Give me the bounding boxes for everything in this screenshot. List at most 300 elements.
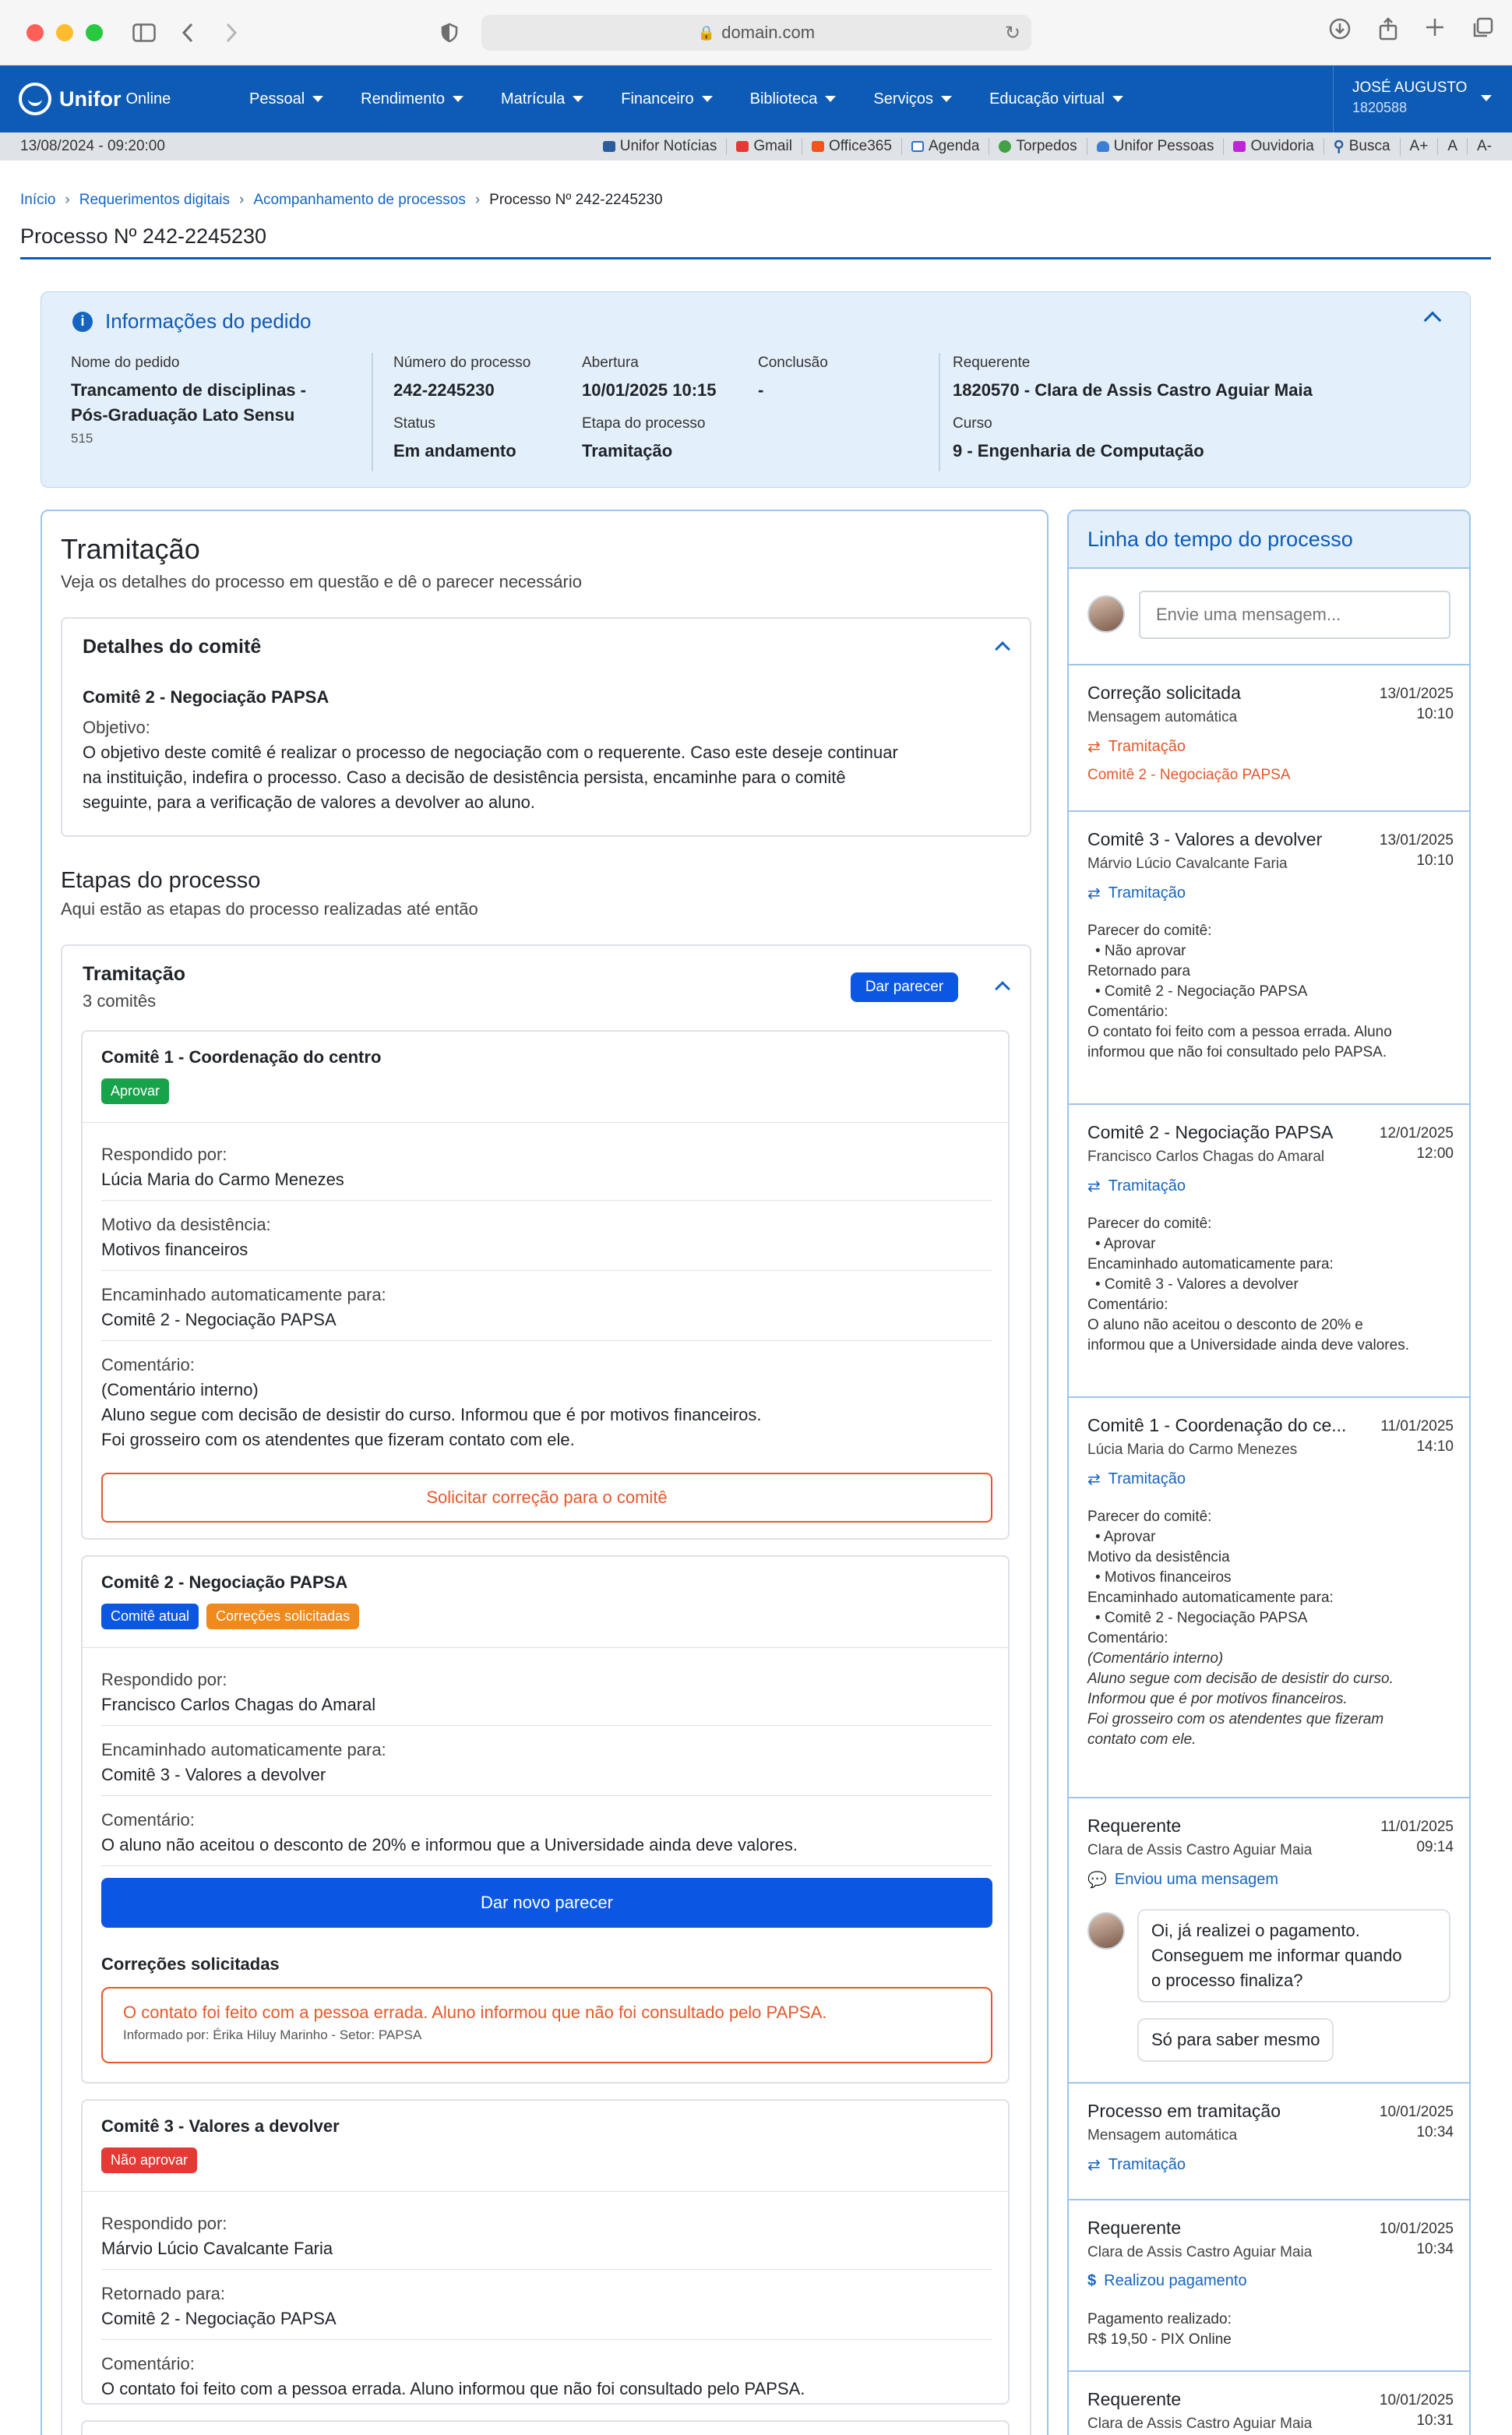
event-line: • Aprovar <box>1095 1236 1156 1252</box>
event-date: 11/01/2025 <box>1380 1418 1454 1435</box>
event-datetime <box>1380 2102 1454 2143</box>
timeline-event <box>1087 2101 1454 2194</box>
breadcrumb-requerimentos[interactable]: Requerimentos digitais <box>79 192 231 208</box>
event-line: Informou que é por motivos financeiros. <box>1087 1691 1348 1707</box>
newspaper-icon <box>603 141 615 152</box>
event-title: Requerente <box>1087 2389 1182 2409</box>
divider <box>101 1725 992 1726</box>
mail-icon <box>736 141 749 152</box>
field-label: Nome do pedido <box>71 355 180 371</box>
request-correction-button[interactable]: Solicitar correção para o comitê <box>101 1473 992 1523</box>
field-numero <box>393 355 530 403</box>
divider <box>939 353 940 471</box>
divider <box>83 1647 1008 1648</box>
new-tab-icon[interactable] <box>1425 17 1445 47</box>
event-datetime <box>1380 1417 1454 1457</box>
field-abertura <box>582 355 717 403</box>
event-tag-label: Tramitação <box>1108 1177 1186 1195</box>
field-value: 242-2245230 <box>393 380 495 400</box>
event-tag-label: Tramitação <box>1108 738 1186 755</box>
event-datetime <box>1380 2391 1454 2431</box>
committee-3-card <box>81 2099 1010 2405</box>
stage-group-tramitacao <box>61 944 1031 2435</box>
url-text: domain.com <box>721 23 816 42</box>
correction-info: Informado por: Érika Hiluy Marinho - Setor: PAPSA <box>123 2027 422 2042</box>
event-line: Encaminhado automaticamente para: <box>1087 1590 1334 1606</box>
status-badge: Aprovar <box>101 1078 169 1104</box>
font-reset-button[interactable] <box>1438 138 1468 155</box>
divider <box>101 1200 992 1201</box>
field-value: Trancamento de disciplinas - <box>71 380 306 400</box>
section-subtitle: Veja os detalhes do processo em questão e dê o parecer necessário <box>61 572 582 591</box>
dollar-icon: $ <box>1087 2272 1097 2289</box>
field-value: Comitê 2 - Negociação PAPSA <box>101 1310 337 1329</box>
event-datetime <box>1380 684 1454 725</box>
event-title: Comitê 2 - Negociação PAPSA <box>1087 1122 1334 1142</box>
field-value: O aluno não aceitou o desconto de 20% e informou que a Universidade ainda deve valores. <box>101 1835 798 1854</box>
event-line: Parecer do comitê: <box>1087 923 1212 939</box>
event-author: Francisco Carlos Chagas do Amaral <box>1087 1149 1325 1165</box>
event-datetime <box>1380 1124 1454 1164</box>
event-datetime <box>1380 1817 1454 1858</box>
event-line: • Motivos financeiros <box>1095 1569 1232 1586</box>
close-window-button[interactable] <box>26 24 44 41</box>
event-tag <box>1087 1870 1278 1890</box>
menu-pessoal[interactable] <box>231 90 342 108</box>
people-icon <box>1097 141 1109 152</box>
event-line: • Comitê 2 - Negociação PAPSA <box>1095 1610 1308 1626</box>
event-body <box>1087 921 1454 1063</box>
event-tag <box>1087 884 1186 903</box>
field-label: Status <box>393 415 435 432</box>
browser-actions <box>1328 17 1493 47</box>
font-decrease-button[interactable] <box>1468 138 1501 155</box>
chevron-right-icon: › <box>239 192 245 208</box>
stages-title: Etapas do processo <box>61 868 261 893</box>
event-time: 10:34 <box>1416 2124 1454 2140</box>
correction-item <box>101 1987 992 2063</box>
event-tag <box>1087 737 1186 757</box>
divider <box>101 1795 992 1796</box>
committee-title: Comitê 3 - Valores a devolver <box>101 2116 340 2136</box>
field-label: Motivo da desistência: <box>101 1215 271 1234</box>
timeline-divider <box>1069 2370 1471 2372</box>
menu-matricula[interactable] <box>482 90 602 108</box>
menu-educacao-virtual[interactable] <box>971 90 1142 108</box>
field-label: Número do processo <box>393 355 531 371</box>
timeline-divider <box>1069 2082 1471 2084</box>
committee-details-box <box>61 617 1031 837</box>
stage-group-count: 3 comitês <box>83 991 157 1011</box>
event-line: contato com ele. <box>1087 1731 1197 1748</box>
link-unifor-noticias[interactable] <box>594 138 728 155</box>
comment-line: Foi grosseiro com os atendentes que fizeram contato com ele. <box>101 1430 575 1449</box>
corrections-badge: Correções solicitadas <box>206 1604 359 1629</box>
comment-line: (Comentário interno) <box>101 1380 259 1399</box>
section-title: Tramitação <box>61 533 200 565</box>
objective-line: na instituição, indefira o processo. Caso a decisão de desistência persista, encaminhe para o comitê <box>83 768 846 787</box>
link-label: A- <box>1477 138 1492 154</box>
event-date: 10/01/2025 <box>1379 2104 1454 2120</box>
field-value: O contato foi feito com a pessoa errada. Aluno informou que não foi consultado pelo PAPSA. <box>101 2379 805 2398</box>
link-label: Unifor Notícias <box>619 138 717 154</box>
link-unifor-pessoas[interactable] <box>1087 138 1225 155</box>
event-title: Requerente <box>1087 2218 1182 2238</box>
link-label: Unifor Pessoas <box>1113 138 1214 154</box>
event-line: Motivo da desistência <box>1087 1549 1230 1565</box>
event-time: 10:31 <box>1416 2412 1454 2429</box>
event-author: Clara de Assis Castro Aguiar Maia <box>1087 2416 1313 2432</box>
avatar <box>1087 1912 1125 1950</box>
event-line: (Comentário interno) <box>1087 1650 1224 1667</box>
event-line: Comentário: <box>1087 1630 1168 1646</box>
committee-2-card <box>81 1555 1010 2084</box>
objective-line: O objetivo deste comitê é realizar o processo de negociação com o requerente. Caso este deseje continuar <box>83 743 898 762</box>
logo-icon <box>19 83 51 115</box>
minimize-window-button[interactable] <box>56 24 73 41</box>
field-label: Respondido por: <box>101 2214 227 2233</box>
link-gmail[interactable] <box>727 138 802 155</box>
timeline-event <box>1087 1816 1454 2096</box>
avatar <box>1087 595 1125 633</box>
link-label: A <box>1447 138 1457 154</box>
event-datetime <box>1380 831 1454 871</box>
chevron-up-icon[interactable] <box>995 981 1010 997</box>
message-line: o processo finaliza? <box>1151 1971 1303 1990</box>
event-author: Clara de Assis Castro Aguiar Maia <box>1087 2244 1313 2260</box>
link-office365[interactable] <box>802 138 902 155</box>
event-tag <box>1087 1177 1186 1196</box>
menu-label: Rendimento <box>361 90 445 108</box>
event-tag-label: Tramitação <box>1108 1470 1186 1487</box>
link-label: Agenda <box>928 138 980 154</box>
timeline-divider <box>1069 1797 1471 1798</box>
comment-line: Aluno segue com decisão de desistir do curso. Informou que é por motivos financeiros. <box>101 1405 762 1424</box>
field-etapa <box>582 415 705 464</box>
divider <box>101 2339 992 2340</box>
order-info-title: Informações do pedido <box>105 309 312 333</box>
event-title: Processo em tramitação <box>1087 2101 1281 2121</box>
event-tag-label: Tramitação <box>1108 884 1186 902</box>
message-bubble <box>1137 1909 1450 2003</box>
field-requerente <box>953 355 1313 403</box>
divider <box>101 1270 992 1271</box>
event-line: Aluno segue com decisão de desistir do curso. <box>1087 1671 1394 1687</box>
event-title: Correção solicitada <box>1087 683 1241 703</box>
field-value: 9 - Engenharia de Computação <box>953 441 1204 461</box>
event-time: 10:10 <box>1416 706 1454 722</box>
event-date: 11/01/2025 <box>1380 1819 1454 1835</box>
user-name: JOSÉ AUGUSTO <box>1352 79 1468 96</box>
field-label: Respondido por: <box>101 1670 227 1689</box>
tramitacao-card <box>41 510 1049 2435</box>
back-icon[interactable] <box>174 19 201 46</box>
committee-title: Comitê 1 - Coordenação do centro <box>101 1047 382 1067</box>
field-label: Comentário: <box>101 1810 195 1830</box>
timeline-divider <box>1069 664 1471 665</box>
event-line: Pagamento realizado: <box>1087 2311 1232 2327</box>
objective-label: Objetivo: <box>83 718 150 737</box>
caret-down-icon <box>941 96 952 102</box>
event-time: 10:34 <box>1416 2241 1454 2257</box>
sync-icon: ⇄ <box>1087 1178 1101 1195</box>
caret-down-icon <box>825 96 836 102</box>
committee-details-title: Detalhes do comitê <box>83 636 262 658</box>
event-time: 10:10 <box>1416 852 1454 869</box>
event-body <box>1087 1214 1454 1356</box>
committee-card-partial <box>81 2420 1010 2435</box>
caret-down-icon <box>573 96 583 102</box>
event-tag <box>1087 1470 1186 1489</box>
event-tag-label: Tramitação <box>1108 2156 1186 2173</box>
event-line: • Comitê 3 - Valores a devolver <box>1095 1276 1299 1293</box>
timeline-event <box>1087 683 1454 799</box>
title-divider <box>20 257 1491 259</box>
dar-parecer-button[interactable]: Dar parecer <box>851 972 958 1002</box>
event-line: informou que a Universidade ainda deve valores. <box>1087 1337 1409 1353</box>
reload-icon[interactable]: ↻ <box>1004 22 1020 44</box>
field-value: - <box>758 380 764 400</box>
link-label: Busca <box>1348 138 1390 154</box>
search-icon: ⚲ <box>1333 138 1345 155</box>
event-title: Requerente <box>1087 1816 1182 1836</box>
field-label: Encaminhado automaticamente para: <box>101 1740 386 1759</box>
divider <box>83 1122 1008 1123</box>
forward-icon[interactable] <box>218 19 245 46</box>
megaphone-icon <box>1233 141 1246 152</box>
field-value: Motivos financeiros <box>101 1240 248 1259</box>
timeline-divider <box>1069 2199 1471 2200</box>
event-body <box>1087 1507 1454 1750</box>
link-label: Torpedos <box>1016 138 1077 154</box>
event-time: 14:10 <box>1416 1438 1454 1455</box>
sync-icon: ⇄ <box>1087 2157 1101 2174</box>
menu-label: Pessoal <box>249 90 305 108</box>
event-author: Márvio Lúcio Cavalcante Faria <box>1087 856 1288 872</box>
logo-sub: Online <box>125 90 171 108</box>
link-agenda[interactable] <box>902 138 990 155</box>
event-line: Parecer do comitê: <box>1087 1509 1212 1525</box>
event-line: Foi grosseiro com os atendentes que fizeram <box>1087 1711 1384 1727</box>
message-icon <box>999 140 1011 153</box>
divider <box>372 353 373 471</box>
page-title: Processo Nº 242-2245230 <box>20 224 267 248</box>
timeline-divider <box>1069 1103 1471 1105</box>
share-icon[interactable] <box>1378 17 1398 47</box>
event-line: Parecer do comitê: <box>1087 1216 1212 1232</box>
timeline-event <box>1087 829 1454 1086</box>
menu-label: Matrícula <box>501 90 566 108</box>
chevron-up-icon[interactable] <box>1424 312 1442 330</box>
event-author: Lúcia Maria do Carmo Menezes <box>1087 1442 1298 1458</box>
menu-label: Biblioteca <box>749 90 818 108</box>
order-info-panel <box>41 291 1471 488</box>
stage-group-title: Tramitação <box>83 963 186 985</box>
divider <box>101 1865 992 1866</box>
event-body <box>1087 2310 1454 2350</box>
timeline-divider <box>1069 1396 1471 1398</box>
download-icon[interactable] <box>1328 17 1352 47</box>
event-title: Comitê 1 - Coordenação do ce... <box>1087 1415 1347 1435</box>
event-datetime <box>1380 2219 1454 2260</box>
browser-toolbar <box>0 0 1512 65</box>
committee-title: Comitê 2 - Negociação PAPSA <box>101 1572 348 1592</box>
committee-1-card <box>81 1030 1010 1540</box>
unifor-logo[interactable] <box>19 83 206 115</box>
breadcrumb <box>20 192 663 209</box>
event-time: 09:14 <box>1416 1839 1454 1855</box>
breadcrumb-current: Processo Nº 242-2245230 <box>489 192 663 208</box>
event-date: 10/01/2025 <box>1379 2392 1454 2409</box>
menu-biblioteca[interactable] <box>731 90 855 108</box>
timeline-card <box>1067 510 1471 2435</box>
timeline-event <box>1087 2389 1454 2435</box>
event-date: 13/01/2025 <box>1379 832 1454 849</box>
caret-down-icon <box>1481 95 1492 101</box>
timeline-event <box>1087 1122 1454 1379</box>
font-increase-button[interactable] <box>1401 138 1439 155</box>
timeline-event <box>1087 1415 1454 1789</box>
event-line: • Comitê 2 - Negociação PAPSA <box>1095 983 1308 1000</box>
event-line: Comentário: <box>1087 1004 1168 1020</box>
field-conclusao <box>758 355 828 403</box>
field-value: Tramitação <box>582 441 673 461</box>
event-title: Comitê 3 - Valores a devolver <box>1087 829 1323 849</box>
field-label: Abertura <box>582 355 639 371</box>
field-value: Pós-Graduação Lato Sensu <box>71 405 295 425</box>
event-date: 13/01/2025 <box>1379 686 1454 702</box>
caret-down-icon <box>702 96 713 102</box>
field-value: Francisco Carlos Chagas do Amaral <box>101 1695 376 1714</box>
info-icon: i <box>72 312 93 332</box>
window-controls <box>26 24 103 41</box>
menu-rendimento[interactable] <box>342 90 482 108</box>
field-value: Em andamento <box>393 441 516 461</box>
menu-label: Financeiro <box>621 90 694 108</box>
link-busca[interactable] <box>1324 138 1401 156</box>
menu-label: Serviços <box>873 90 934 108</box>
event-date: 12/01/2025 <box>1379 1125 1454 1142</box>
breadcrumb-acompanhamento[interactable]: Acompanhamento de processos <box>253 192 466 208</box>
event-author: Mensagem automática <box>1087 2127 1238 2144</box>
status-badge: Não aprovar <box>101 2147 197 2173</box>
corrections-title: Correções solicitadas <box>101 1954 280 1974</box>
current-committee-badge: Comitê atual <box>101 1604 199 1629</box>
calendar-icon <box>911 141 924 152</box>
current-datetime: 13/08/2024 - 09:20:00 <box>20 138 165 154</box>
field-status <box>393 415 516 464</box>
field-value: 1820570 - Clara de Assis Castro Aguiar Maia <box>953 380 1313 400</box>
message-line: Conseguem me informar quando <box>1151 1946 1402 1965</box>
field-label: Etapa do processo <box>582 415 706 432</box>
lock-icon: 🔒 <box>697 24 716 41</box>
event-tag <box>1087 2155 1186 2175</box>
main-menu <box>231 90 1142 108</box>
event-line: O contato foi feito com a pessoa errada. Aluno <box>1087 1024 1392 1040</box>
event-tag-label: Enviou uma mensagem <box>1114 1871 1279 1888</box>
field-label: Respondido por: <box>101 1145 227 1164</box>
event-target: Comitê 2 - Negociação PAPSA <box>1087 767 1291 783</box>
user-id: 1820588 <box>1352 100 1408 115</box>
user-menu[interactable] <box>1333 65 1512 132</box>
message-input[interactable] <box>1139 591 1450 639</box>
event-line: • Aprovar <box>1095 1529 1156 1545</box>
chevron-right-icon: › <box>474 192 481 208</box>
link-label: Ouvidoria <box>1250 138 1314 154</box>
event-tag-label: Realizou pagamento <box>1104 2272 1247 2289</box>
field-value: Comitê 3 - Valores a devolver <box>101 1765 326 1784</box>
event-line: informou que não foi consultado pelo PAPSA. <box>1087 1044 1387 1060</box>
event-line: • Não aprovar <box>1095 943 1186 959</box>
sync-icon: ⇄ <box>1087 1471 1101 1488</box>
field-label: Comentário: <box>101 2354 195 2373</box>
field-label: Retornado para: <box>101 2284 225 2303</box>
maximize-window-button[interactable] <box>86 24 103 41</box>
office-icon <box>812 141 824 152</box>
field-curso <box>953 415 1204 464</box>
field-label: Encaminhado automaticamente para: <box>101 1285 386 1304</box>
menu-financeiro[interactable] <box>602 90 731 108</box>
stages-subtitle: Aqui estão as etapas do processo realizadas até então <box>61 899 478 919</box>
caret-down-icon <box>453 96 463 102</box>
chevron-up-icon[interactable] <box>995 641 1010 657</box>
address-bar[interactable] <box>481 15 1031 51</box>
link-ouvidoria[interactable] <box>1224 138 1323 155</box>
field-nome-pedido <box>71 355 306 446</box>
message-line: Oi, já realizei o pagamento. <box>1151 1921 1360 1940</box>
divider <box>101 1340 992 1341</box>
event-tag <box>1087 2272 1247 2290</box>
menu-label: Educação virtual <box>989 90 1105 108</box>
field-value: Márvio Lúcio Cavalcante Faria <box>101 2239 333 2258</box>
shield-icon[interactable] <box>436 19 463 46</box>
quick-links <box>594 132 1501 161</box>
event-line: Encaminhado automaticamente para: <box>1087 1256 1334 1272</box>
link-label: Office365 <box>828 138 892 154</box>
sync-icon: ⇄ <box>1087 739 1101 756</box>
breadcrumb-inicio[interactable]: Início <box>20 192 56 208</box>
tabs-overview-icon[interactable] <box>1471 17 1493 47</box>
timeline-title: Linha do tempo do processo <box>1069 511 1469 569</box>
event-line: Comentário: <box>1087 1297 1168 1313</box>
field-label: Conclusão <box>758 355 828 371</box>
field-label: Comentário: <box>101 1355 195 1375</box>
event-line: O aluno não aceitou o desconto de 20% e <box>1087 1317 1363 1333</box>
link-torpedos[interactable] <box>989 138 1087 155</box>
message-bubble: Só para saber mesmo <box>1137 2018 1334 2062</box>
order-info-header[interactable] <box>72 309 312 333</box>
link-label: A+ <box>1409 138 1429 154</box>
committee-name: Comitê 2 - Negociação PAPSA <box>83 687 330 707</box>
event-line: Retornado para <box>1087 963 1191 979</box>
field-code: 515 <box>71 431 93 446</box>
correction-text: O contato foi feito com a pessoa errada. Aluno informou que não foi consultado pelo PAPSA. <box>123 2003 827 2022</box>
logo-brand: Unifor <box>59 86 122 111</box>
link-label: Gmail <box>753 138 792 154</box>
sidebar-icon[interactable] <box>131 19 157 46</box>
event-author: Clara de Assis Castro Aguiar Maia <box>1087 1842 1313 1858</box>
main-navbar <box>0 65 1512 132</box>
chevron-right-icon: › <box>65 192 70 208</box>
menu-servicos[interactable] <box>855 90 971 108</box>
info-bar <box>0 132 1512 161</box>
timeline-divider <box>1069 810 1471 812</box>
event-time: 12:00 <box>1416 1145 1454 1162</box>
divider <box>83 2191 1008 2192</box>
sync-icon: ⇄ <box>1087 885 1101 902</box>
new-opinion-button[interactable]: Dar novo parecer <box>101 1878 992 1928</box>
divider <box>101 2269 992 2270</box>
